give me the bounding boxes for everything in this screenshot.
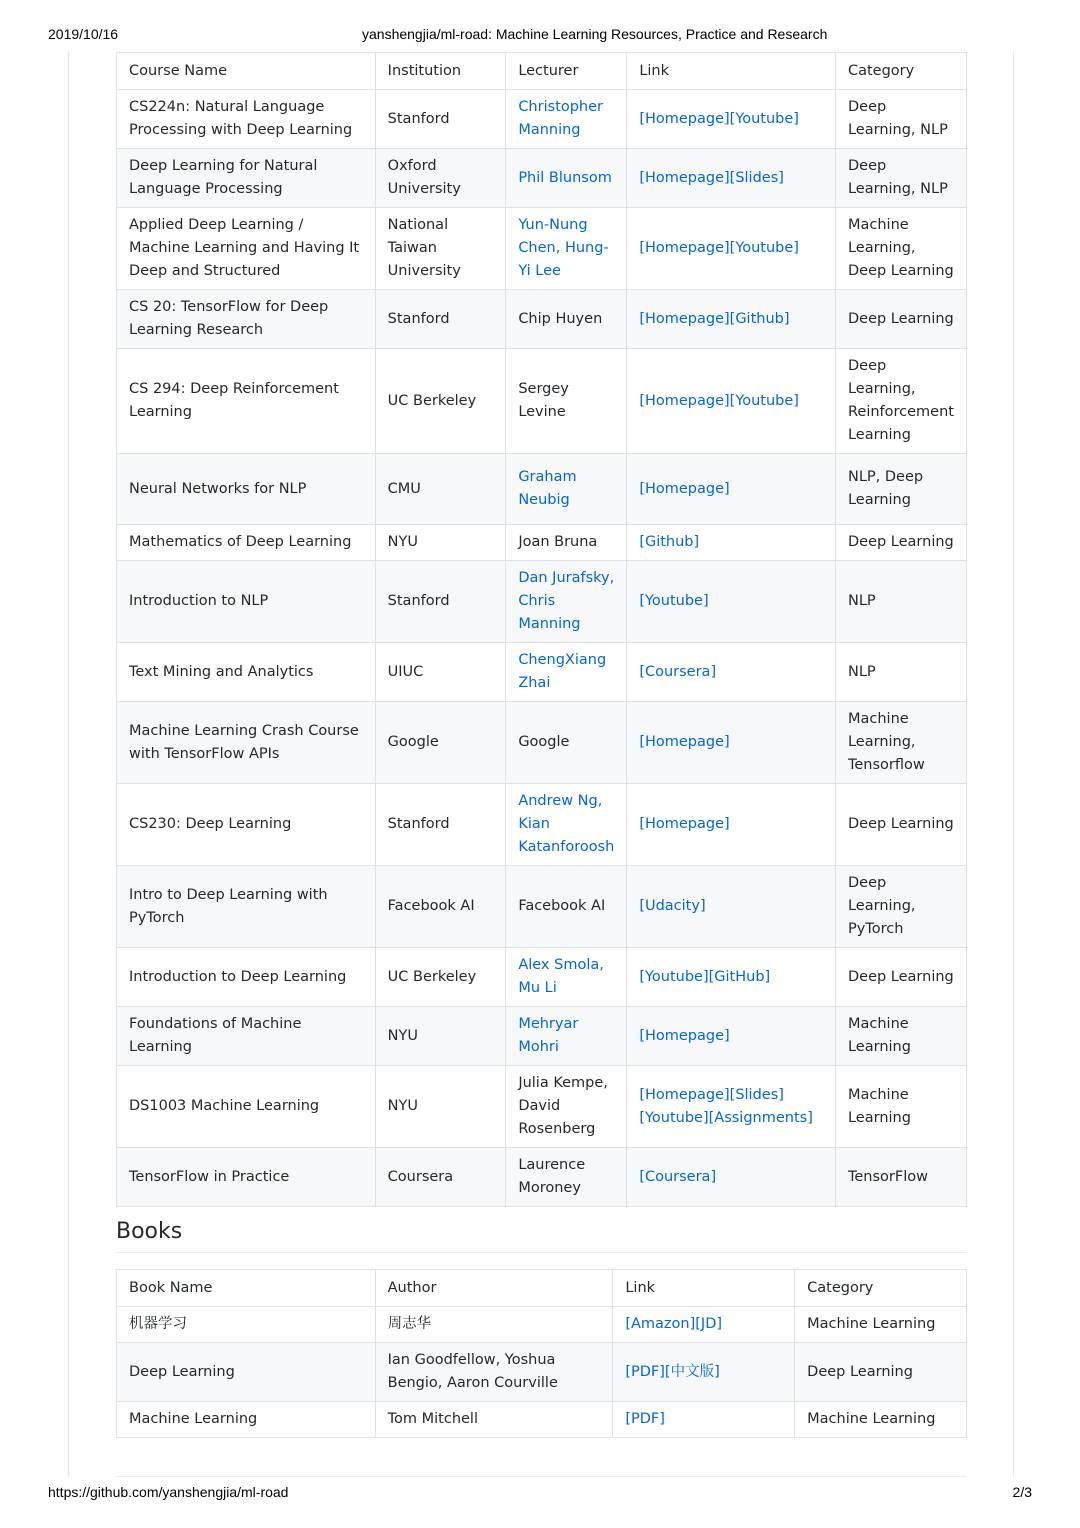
- category-cell: [835, 349, 966, 454]
- table-row: [117, 1307, 967, 1343]
- author-cell-text: Ian Goodfellow, Yoshua Bengio, Aaron Courville: [387, 1352, 558, 1391]
- course-link-text[interactable]: [Homepage][Youtube]: [639, 392, 799, 409]
- table-row: [117, 208, 967, 290]
- category-cell-text: Machine Learning, Tensorflow: [847, 711, 925, 773]
- author-cell: [375, 1343, 613, 1402]
- institution-cell-text: Google: [387, 734, 439, 750]
- course-link[interactable]: [627, 208, 836, 290]
- lecturer-link[interactable]: [506, 948, 627, 1007]
- lecturer-link-text[interactable]: Phil Blunsom: [518, 169, 612, 186]
- category-cell-text: Deep Learning: [807, 1363, 913, 1380]
- column-header-category: Category: [835, 53, 966, 90]
- institution-cell: [375, 208, 506, 290]
- course-name-cell: [117, 208, 376, 290]
- course-link-text[interactable]: [Udacity]: [639, 898, 706, 914]
- course-link[interactable]: [627, 290, 836, 349]
- table-row: [117, 1343, 967, 1402]
- course-link[interactable]: [627, 702, 836, 784]
- category-cell-text: Deep Learning, PyTorch: [847, 875, 916, 937]
- table-row: [117, 1148, 967, 1207]
- institution-cell: [375, 90, 506, 149]
- institution-cell: [375, 525, 506, 561]
- lecturer-link[interactable]: [506, 643, 627, 702]
- category-cell: [835, 454, 966, 525]
- table-row: [117, 643, 967, 702]
- course-name-cell-text: Machine Learning Crash Course with TensorFlow APIs: [129, 722, 359, 762]
- course-name-cell: [117, 454, 376, 525]
- course-link[interactable]: [627, 90, 836, 149]
- course-name-cell: [117, 1066, 376, 1148]
- category-cell: [835, 1148, 966, 1207]
- course-name-cell-text: Deep Learning for Natural Language Processing: [129, 158, 318, 197]
- course-name-cell: [117, 1007, 376, 1066]
- institution-cell-text: NYU: [387, 1098, 418, 1114]
- course-name-cell-text: Mathematics of Deep Learning: [129, 534, 352, 550]
- category-cell: [835, 643, 966, 702]
- books-header-row: [117, 1270, 967, 1307]
- institution-cell-text: CMU: [387, 480, 421, 497]
- category-cell-text: NLP, Deep Learning: [847, 469, 924, 508]
- table-row: [117, 561, 967, 643]
- books-table: [116, 1269, 967, 1438]
- book-name-cell-text: 机器学习: [129, 1316, 187, 1332]
- category-cell: [795, 1307, 967, 1343]
- course-link[interactable]: [627, 1066, 836, 1148]
- column-header-lecturer: Lecturer: [506, 53, 627, 90]
- lecturer-link-text[interactable]: Yun-Nung Chen, Hung-Yi Lee: [518, 217, 609, 279]
- course-link[interactable]: [627, 1148, 836, 1207]
- course-name-cell: [117, 290, 376, 349]
- course-name-cell: [117, 948, 376, 1007]
- category-cell-text: Machine Learning: [807, 1316, 936, 1332]
- book-name-cell-text: Machine Learning: [129, 1411, 258, 1427]
- category-cell: [835, 90, 966, 149]
- institution-cell: [375, 1066, 506, 1148]
- column-header-link: Link: [613, 1270, 795, 1307]
- category-cell-text: Machine Learning: [807, 1411, 936, 1427]
- course-link[interactable]: [627, 866, 836, 948]
- book-link-text[interactable]: [Amazon][JD]: [625, 1316, 723, 1332]
- course-name-cell-text: DS1003 Machine Learning: [129, 1098, 320, 1114]
- category-cell-text: Deep Learning: [847, 534, 954, 550]
- category-cell: [835, 525, 966, 561]
- category-cell: [835, 702, 966, 784]
- institution-cell-text: UC Berkeley: [387, 968, 477, 985]
- course-link-text[interactable]: [Homepage]: [639, 480, 730, 497]
- course-name-cell-text: Introduction to Deep Learning: [129, 968, 347, 985]
- institution-cell: [375, 149, 506, 208]
- category-cell: [835, 561, 966, 643]
- lecturer-link-text[interactable]: Mehryar Mohri: [518, 1016, 579, 1055]
- course-name-cell-text: Foundations of Machine Learning: [129, 1016, 302, 1055]
- lecturer-cell-text: Julia Kempe, David Rosenberg: [518, 1075, 608, 1137]
- course-name-cell: [117, 525, 376, 561]
- lecturer-cell-text: Joan Bruna: [518, 534, 598, 550]
- institution-cell-text: NYU: [387, 1027, 418, 1044]
- table-row: [117, 349, 967, 454]
- category-cell: [835, 1066, 966, 1148]
- course-name-cell-text: CS224n: Natural Language Processing with Deep Learning: [129, 99, 353, 138]
- table-row: [117, 866, 967, 948]
- course-name-cell-text: Text Mining and Analytics: [129, 663, 314, 680]
- course-link-text[interactable]: [Coursera]: [639, 663, 717, 680]
- book-link[interactable]: [613, 1307, 795, 1343]
- lecturer-cell-text: Laurence Moroney: [518, 1157, 586, 1196]
- table-row: [117, 90, 967, 149]
- lecturer-cell: [506, 525, 627, 561]
- category-cell-text: NLP: [847, 593, 876, 609]
- course-link-text[interactable]: [Youtube]: [639, 593, 709, 609]
- book-name-cell: [117, 1402, 376, 1438]
- institution-cell-text: Stanford: [387, 310, 450, 327]
- course-link-text[interactable]: [Github]: [639, 534, 700, 550]
- courses-header-row: [117, 53, 967, 90]
- lecturer-link-text[interactable]: Andrew Ng, Kian Katanforoosh: [518, 793, 615, 855]
- institution-cell: [375, 349, 506, 454]
- course-link[interactable]: [627, 561, 836, 643]
- table-row: [117, 1066, 967, 1148]
- course-link[interactable]: [627, 643, 836, 702]
- lecturer-link-text[interactable]: Alex Smola, Mu Li: [518, 957, 604, 996]
- books-section-heading: Books: [116, 1214, 967, 1253]
- courses-table: [116, 52, 967, 1207]
- course-link-text[interactable]: [Homepage]: [639, 1027, 730, 1044]
- lecturer-cell: [506, 290, 627, 349]
- category-cell-text: Deep Learning: [847, 816, 954, 832]
- lecturer-link[interactable]: [506, 561, 627, 643]
- category-cell: [835, 149, 966, 208]
- table-row: [117, 948, 967, 1007]
- lecturer-cell: [506, 1066, 627, 1148]
- institution-cell-text: Stanford: [387, 110, 450, 127]
- category-cell-text: Machine Learning: [847, 1086, 911, 1126]
- lecturer-cell: [506, 866, 627, 948]
- column-header-category: Category: [795, 1270, 967, 1307]
- lecturer-link-text[interactable]: ChengXiang Zhai: [518, 652, 607, 691]
- category-cell: [835, 784, 966, 866]
- author-cell-text: 周志华: [387, 1316, 432, 1332]
- institution-cell-text: Coursera: [387, 1168, 454, 1185]
- table-row: [117, 525, 967, 561]
- book-name-cell-text: Deep Learning: [129, 1363, 235, 1380]
- print-header: [48, 26, 1032, 44]
- lecturer-cell: [506, 349, 627, 454]
- category-cell-text: TensorFlow: [847, 1168, 928, 1185]
- lecturer-cell-text: Sergey Levine: [518, 381, 569, 420]
- course-name-cell: [117, 561, 376, 643]
- author-cell: [375, 1307, 613, 1343]
- category-cell: [835, 1007, 966, 1066]
- course-name-cell-text: Introduction to NLP: [129, 593, 269, 609]
- book-link[interactable]: [613, 1402, 795, 1438]
- lecturer-link[interactable]: [506, 149, 627, 208]
- book-name-cell: [117, 1343, 376, 1402]
- table-row: [117, 149, 967, 208]
- course-link-text[interactable]: [Homepage][Youtube]: [639, 240, 799, 256]
- institution-cell: [375, 290, 506, 349]
- print-url: https://github.com/yanshengjia/ml-road: [48, 1484, 289, 1500]
- category-cell-text: Machine Learning: [847, 1016, 911, 1055]
- lecturer-link[interactable]: [506, 90, 627, 149]
- lecturer-cell-text: Chip Huyen: [518, 310, 603, 327]
- institution-cell-text: Oxford University: [387, 158, 461, 197]
- table-row: [117, 784, 967, 866]
- category-cell-text: Deep Learning: [847, 310, 954, 327]
- lecturer-link-text[interactable]: Christopher Manning: [518, 99, 604, 138]
- category-cell-text: NLP: [847, 663, 876, 680]
- book-link-text[interactable]: [PDF]: [625, 1411, 665, 1427]
- category-cell: [835, 208, 966, 290]
- institution-cell-text: NYU: [387, 534, 418, 550]
- institution-cell: [375, 948, 506, 1007]
- institution-cell: [375, 1148, 506, 1207]
- course-link-text[interactable]: [Homepage]: [639, 816, 730, 832]
- institution-cell-text: UIUC: [387, 663, 424, 680]
- course-link[interactable]: [627, 349, 836, 454]
- course-name-cell-text: TensorFlow in Practice: [129, 1168, 290, 1185]
- author-cell-text: Tom Mitchell: [387, 1411, 478, 1427]
- course-link-text[interactable]: [Homepage][Github]: [639, 310, 790, 327]
- institution-cell: [375, 866, 506, 948]
- institution-cell: [375, 784, 506, 866]
- course-link-text[interactable]: [Homepage]: [639, 734, 730, 750]
- course-name-cell: [117, 702, 376, 784]
- column-header-book-name: Book Name: [117, 1270, 376, 1307]
- course-link[interactable]: [627, 149, 836, 208]
- course-name-cell-text: CS 20: TensorFlow for Deep Learning Research: [129, 299, 329, 338]
- course-name-cell-text: CS230: Deep Learning: [129, 816, 292, 832]
- category-cell: [835, 866, 966, 948]
- institution-cell: [375, 454, 506, 525]
- category-cell-text: Deep Learning, Reinforcement Learning: [847, 358, 954, 443]
- course-link[interactable]: [627, 1007, 836, 1066]
- course-link-text[interactable]: [Homepage][Slides]: [639, 169, 784, 186]
- category-cell: [835, 290, 966, 349]
- book-link[interactable]: [613, 1343, 795, 1402]
- institution-cell: [375, 561, 506, 643]
- category-cell: [795, 1402, 967, 1438]
- category-cell: [835, 948, 966, 1007]
- course-link[interactable]: [627, 525, 836, 561]
- content-divider: [116, 1476, 966, 1477]
- course-link-text[interactable]: [Coursera]: [639, 1168, 717, 1185]
- course-link[interactable]: [627, 948, 836, 1007]
- category-cell-text: Deep Learning, NLP: [847, 158, 948, 197]
- course-link-text[interactable]: [Homepage][Youtube]: [639, 110, 799, 127]
- course-link-text[interactable]: [Youtube][GitHub]: [639, 968, 771, 985]
- institution-cell: [375, 702, 506, 784]
- content-frame-right-border: [1013, 52, 1014, 1476]
- book-link-text[interactable]: [PDF][中文版]: [625, 1363, 720, 1380]
- institution-cell-text: National Taiwan University: [387, 217, 461, 279]
- lecturer-cell: [506, 1148, 627, 1207]
- print-date: 2019/10/16: [48, 26, 119, 42]
- course-name-cell: [117, 1148, 376, 1207]
- course-name-cell: [117, 349, 376, 454]
- institution-cell-text: Stanford: [387, 816, 450, 832]
- course-name-cell: [117, 90, 376, 149]
- table-row: [117, 1402, 967, 1438]
- lecturer-link[interactable]: [506, 1007, 627, 1066]
- course-link-text[interactable]: [Homepage][Slides] [Youtube][Assignments]: [639, 1086, 813, 1126]
- lecturer-link-text[interactable]: Graham Neubig: [518, 469, 577, 508]
- column-header-link: Link: [627, 53, 836, 90]
- course-name-cell: [117, 866, 376, 948]
- lecturer-cell-text: Google: [518, 734, 570, 750]
- institution-cell: [375, 1007, 506, 1066]
- lecturer-cell: [506, 702, 627, 784]
- course-link[interactable]: [627, 454, 836, 525]
- course-name-cell: [117, 643, 376, 702]
- institution-cell: [375, 643, 506, 702]
- column-header-institution: Institution: [375, 53, 506, 90]
- course-name-cell-text: Intro to Deep Learning with PyTorch: [129, 886, 328, 926]
- course-name-cell-text: Applied Deep Learning / Machine Learning and Having It Deep and Structured: [129, 217, 360, 279]
- column-header-course-name: Course Name: [117, 53, 376, 90]
- course-name-cell-text: Neural Networks for NLP: [129, 480, 307, 497]
- category-cell-text: Deep Learning: [847, 968, 954, 985]
- institution-cell-text: Facebook AI: [387, 898, 475, 914]
- book-name-cell: [117, 1307, 376, 1343]
- column-header-author: Author: [375, 1270, 613, 1307]
- category-cell-text: Deep Learning, NLP: [847, 99, 948, 138]
- page-number: 2/3: [1012, 1484, 1032, 1500]
- table-row: [117, 1007, 967, 1066]
- table-row: [117, 290, 967, 349]
- lecturer-link[interactable]: [506, 784, 627, 866]
- print-title: yanshengjia/ml-road: Machine Learning Resources, Practice and Research: [362, 26, 828, 42]
- author-cell: [375, 1402, 613, 1438]
- institution-cell-text: Stanford: [387, 593, 450, 609]
- content-frame-left-border: [68, 52, 69, 1476]
- institution-cell-text: UC Berkeley: [387, 392, 477, 409]
- course-name-cell: [117, 149, 376, 208]
- course-link[interactable]: [627, 784, 836, 866]
- lecturer-link[interactable]: [506, 454, 627, 525]
- category-cell: [795, 1343, 967, 1402]
- course-name-cell-text: CS 294: Deep Reinforcement Learning: [129, 381, 339, 420]
- category-cell-text: Machine Learning, Deep Learning: [847, 217, 954, 279]
- table-row: [117, 454, 967, 525]
- lecturer-link-text[interactable]: Dan Jurafsky, Chris Manning: [518, 570, 615, 632]
- lecturer-link[interactable]: [506, 208, 627, 290]
- lecturer-cell-text: Facebook AI: [518, 898, 606, 914]
- table-row: [117, 702, 967, 784]
- print-footer: [48, 1484, 1032, 1502]
- course-name-cell: [117, 784, 376, 866]
